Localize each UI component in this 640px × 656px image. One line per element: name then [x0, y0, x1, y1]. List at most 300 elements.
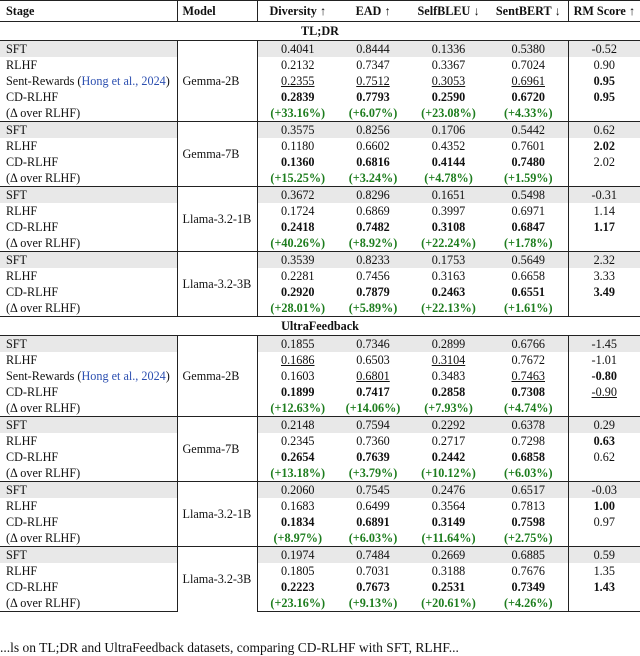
stage-label: CD-RLHF	[6, 450, 59, 464]
value-cell	[568, 41, 640, 58]
stage-label: (Δ over RLHF)	[6, 301, 81, 315]
value-cell	[408, 400, 489, 417]
value-cell	[408, 547, 489, 564]
metric-value: (+6.03%)	[348, 531, 398, 545]
value-cell	[408, 170, 489, 187]
stage-label: SFT	[6, 188, 28, 202]
value-cell	[257, 235, 338, 252]
table-row	[0, 154, 640, 170]
table-row	[0, 203, 640, 219]
value-cell	[568, 595, 640, 612]
value-cell	[568, 235, 640, 252]
metric-value: 0.2463	[431, 285, 466, 299]
metric-value: 0.7793	[356, 90, 390, 104]
value-cell	[568, 336, 640, 353]
stage-label: SFT	[6, 42, 28, 56]
value-cell	[257, 284, 338, 300]
value-cell	[489, 449, 568, 465]
metric-value: 0.3575	[280, 123, 315, 137]
header-diversity: Diversity ↑	[257, 1, 338, 22]
metric-value: 0.2132	[280, 58, 315, 72]
value-cell	[568, 284, 640, 300]
value-cell	[489, 57, 568, 73]
metric-value: 0.6766	[511, 337, 545, 351]
model-cell: Gemma-7B	[177, 122, 257, 187]
section-header-row	[0, 317, 640, 336]
value-cell	[338, 268, 408, 284]
metric-value: 0.4041	[280, 42, 315, 56]
stage-cell	[0, 203, 177, 219]
metric-value: 0.29	[593, 418, 615, 432]
value-cell	[568, 417, 640, 434]
value-cell	[408, 154, 489, 170]
metric-value: 0.2476	[431, 483, 466, 497]
value-cell	[257, 187, 338, 204]
value-cell	[338, 41, 408, 58]
value-cell	[489, 138, 568, 154]
metric-value: 0.7594	[356, 418, 390, 432]
value-cell	[338, 417, 408, 434]
metric-value: 3.49	[593, 285, 615, 299]
metric-value: 0.1805	[280, 564, 315, 578]
value-cell	[408, 73, 489, 89]
metric-value: (+1.59%)	[503, 171, 553, 185]
value-cell	[257, 219, 338, 235]
metric-value: 1.14	[593, 204, 615, 218]
table-row	[0, 252, 640, 269]
metric-value: 0.1180	[281, 139, 315, 153]
metric-value: 0.6602	[356, 139, 390, 153]
table-row	[0, 400, 640, 417]
metric-value: 0.3672	[280, 188, 315, 202]
table-row	[0, 138, 640, 154]
metric-value: 0.6891	[356, 515, 390, 529]
value-cell	[257, 122, 338, 139]
stage-cell	[0, 514, 177, 530]
value-cell	[568, 514, 640, 530]
table-row	[0, 284, 640, 300]
value-cell	[568, 449, 640, 465]
value-cell	[489, 154, 568, 170]
value-cell	[338, 433, 408, 449]
metric-value: 0.6503	[356, 353, 390, 367]
metric-value: 0.6971	[511, 204, 545, 218]
table-row	[0, 433, 640, 449]
value-cell	[489, 595, 568, 612]
value-cell	[568, 252, 640, 269]
stage-label: RLHF	[6, 353, 38, 367]
value-cell	[408, 203, 489, 219]
metric-value: 2.02	[593, 155, 615, 169]
metric-value: (+22.13%)	[421, 301, 476, 315]
citation-link[interactable]: Hong et al., 2024	[81, 369, 166, 383]
value-cell	[257, 579, 338, 595]
metric-value: (+4.74%)	[503, 401, 553, 415]
table-body	[0, 22, 640, 612]
metric-value: (+23.08%)	[421, 106, 476, 120]
metric-value: 0.90	[593, 58, 615, 72]
value-cell	[338, 595, 408, 612]
stage-label: RLHF	[6, 269, 38, 283]
metric-value: 0.2281	[280, 269, 315, 283]
value-cell	[257, 73, 338, 89]
value-cell	[408, 595, 489, 612]
value-cell	[489, 41, 568, 58]
metric-value: 0.6847	[511, 220, 545, 234]
stage-cell	[0, 57, 177, 73]
stage-cell	[0, 284, 177, 300]
metric-value: -1.45	[591, 337, 617, 351]
value-cell	[489, 482, 568, 499]
metric-value: 0.1899	[280, 385, 315, 399]
value-cell	[338, 368, 408, 384]
metric-value: 0.2060	[280, 483, 315, 497]
header-rm-score: RM Score ↑	[568, 1, 640, 22]
citation-link[interactable]: Hong et al., 2024	[81, 74, 166, 88]
metric-value: 0.8296	[356, 188, 390, 202]
value-cell	[568, 219, 640, 235]
metric-value: 0.1706	[431, 123, 466, 137]
metric-value: 0.3564	[431, 499, 466, 513]
value-cell	[257, 300, 338, 317]
value-cell	[408, 514, 489, 530]
value-cell	[257, 547, 338, 564]
value-cell	[338, 73, 408, 89]
section-header-row	[0, 22, 640, 41]
metric-value: 0.7024	[511, 58, 545, 72]
value-cell	[489, 300, 568, 317]
value-cell	[257, 530, 338, 547]
metric-value: (+13.18%)	[270, 466, 326, 480]
value-cell	[408, 122, 489, 139]
table-row	[0, 482, 640, 499]
value-cell	[408, 252, 489, 269]
metric-value: 0.59	[593, 548, 615, 562]
stage-label-end: )	[165, 369, 170, 383]
value-cell	[257, 57, 338, 73]
stage-label: RLHF	[6, 58, 38, 72]
value-cell	[408, 105, 489, 122]
metric-value: 0.3053	[431, 74, 466, 88]
table-row	[0, 547, 640, 564]
metric-value: 0.3539	[280, 253, 315, 267]
stage-label-end: )	[165, 74, 170, 88]
metric-value: 0.7676	[511, 564, 545, 578]
stage-cell	[0, 352, 177, 368]
value-cell	[257, 203, 338, 219]
value-cell	[568, 579, 640, 595]
value-cell	[338, 530, 408, 547]
value-cell	[338, 400, 408, 417]
metric-value: (+4.78%)	[424, 171, 473, 185]
stage-label: SFT	[6, 253, 28, 267]
metric-value: (+11.64%)	[421, 531, 476, 545]
metric-value: 0.62	[593, 450, 615, 464]
header-ead: EAD ↑	[355, 4, 391, 18]
header-sentbert: SentBERT ↓	[495, 4, 561, 18]
value-cell	[408, 384, 489, 400]
value-cell	[568, 154, 640, 170]
metric-value: (+6.07%)	[348, 106, 398, 120]
stage-cell	[0, 498, 177, 514]
value-cell	[489, 187, 568, 204]
metric-value: 0.7545	[356, 483, 390, 497]
metric-value: 0.5649	[511, 253, 545, 267]
metric-value: (+3.24%)	[348, 171, 398, 185]
stage-cell	[0, 384, 177, 400]
stage-label: Sent-Rewards (	[6, 74, 82, 88]
model-cell: Llama-3.2-3B	[177, 547, 257, 612]
metric-value: 0.3163	[431, 269, 466, 283]
stage-cell	[0, 400, 177, 417]
table-row	[0, 235, 640, 252]
stage-label: (Δ over RLHF)	[6, 236, 81, 250]
stage-label: CD-RLHF	[6, 385, 59, 399]
stage-label: CD-RLHF	[6, 220, 59, 234]
value-cell	[408, 268, 489, 284]
metric-value: 0.6869	[356, 204, 390, 218]
metric-value: (+40.26%)	[270, 236, 326, 250]
value-cell	[489, 465, 568, 482]
value-cell	[568, 105, 640, 122]
value-cell	[257, 563, 338, 579]
metric-value: 0.7298	[511, 434, 545, 448]
value-cell	[408, 352, 489, 368]
value-cell	[489, 73, 568, 89]
value-cell	[257, 336, 338, 353]
metric-value: 0.6551	[511, 285, 545, 299]
metric-value: 0.1651	[431, 188, 466, 202]
value-cell	[338, 336, 408, 353]
metric-value: -0.90	[591, 385, 617, 399]
stage-label: RLHF	[6, 434, 38, 448]
value-cell	[489, 400, 568, 417]
table-row	[0, 300, 640, 317]
stage-label: RLHF	[6, 139, 38, 153]
metric-value: 0.7349	[511, 580, 545, 594]
value-cell	[338, 203, 408, 219]
metric-value: 0.7672	[511, 353, 545, 367]
stage-cell	[0, 433, 177, 449]
table-row	[0, 384, 640, 400]
value-cell	[408, 368, 489, 384]
metric-value: 0.6885	[511, 548, 545, 562]
metric-value: (+12.63%)	[270, 401, 326, 415]
value-cell	[257, 368, 338, 384]
stage-label: (Δ over RLHF)	[6, 596, 81, 610]
table-row	[0, 465, 640, 482]
table-row	[0, 530, 640, 547]
metric-value: (+15.25%)	[270, 171, 326, 185]
value-cell	[338, 449, 408, 465]
metric-value: -1.01	[591, 353, 617, 367]
metric-value: 0.2345	[280, 434, 315, 448]
value-cell	[489, 284, 568, 300]
value-cell	[408, 482, 489, 499]
value-cell	[257, 89, 338, 105]
value-cell	[568, 547, 640, 564]
value-cell	[489, 105, 568, 122]
value-cell	[568, 352, 640, 368]
metric-value: 0.2418	[280, 220, 315, 234]
stage-cell	[0, 89, 177, 105]
stage-cell	[0, 219, 177, 235]
metric-value: 0.6858	[511, 450, 545, 464]
metric-value: 0.6658	[511, 269, 545, 283]
metric-value: 0.1360	[280, 155, 315, 169]
value-cell	[338, 252, 408, 269]
table-row	[0, 352, 640, 368]
metric-value: -0.31	[591, 188, 617, 202]
value-cell	[568, 138, 640, 154]
metric-value: 0.5498	[511, 188, 545, 202]
value-cell	[257, 595, 338, 612]
metric-value: 0.3149	[431, 515, 466, 529]
value-cell	[489, 219, 568, 235]
metric-value: 0.7512	[356, 74, 390, 88]
metric-value: 0.7360	[356, 434, 390, 448]
metric-value: (+20.61%)	[421, 596, 476, 610]
stage-label: (Δ over RLHF)	[6, 106, 81, 120]
metric-value: (+14.06%)	[345, 401, 401, 415]
metric-value: 0.2669	[431, 548, 466, 562]
metric-value: 0.7598	[511, 515, 545, 529]
metric-value: 0.2442	[431, 450, 466, 464]
metric-value: (+3.79%)	[348, 466, 398, 480]
metric-value: 0.2590	[431, 90, 466, 104]
value-cell	[568, 482, 640, 499]
value-cell	[568, 400, 640, 417]
stage-cell	[0, 530, 177, 547]
metric-value: 0.7879	[356, 285, 390, 299]
value-cell	[408, 498, 489, 514]
value-cell	[257, 170, 338, 187]
metric-value: -0.80	[591, 369, 617, 383]
value-cell	[408, 138, 489, 154]
value-cell	[257, 252, 338, 269]
stage-cell	[0, 563, 177, 579]
metric-value: (+23.16%)	[270, 596, 326, 610]
metric-value: 0.2531	[431, 580, 466, 594]
value-cell	[568, 300, 640, 317]
value-cell	[568, 73, 640, 89]
metric-value: 0.2899	[431, 337, 466, 351]
stage-label: SFT	[6, 337, 28, 351]
table-row	[0, 498, 640, 514]
value-cell	[408, 41, 489, 58]
metric-value: 0.97	[593, 515, 615, 529]
value-cell	[338, 284, 408, 300]
metric-value: 0.4352	[431, 139, 466, 153]
metric-value: 1.35	[593, 564, 615, 578]
metric-value: 0.7456	[356, 269, 390, 283]
metric-value: (+2.75%)	[503, 531, 553, 545]
value-cell	[568, 563, 640, 579]
table-row	[0, 514, 640, 530]
value-cell	[568, 89, 640, 105]
metric-value: 0.7031	[356, 564, 390, 578]
metric-value: 0.4144	[431, 155, 466, 169]
value-cell	[489, 563, 568, 579]
table-row	[0, 563, 640, 579]
metric-value: 1.43	[593, 580, 615, 594]
stage-label: (Δ over RLHF)	[6, 466, 81, 480]
stage-label: SFT	[6, 483, 28, 497]
table-row	[0, 122, 640, 139]
value-cell	[568, 57, 640, 73]
metric-value: 0.3997	[431, 204, 466, 218]
value-cell	[489, 384, 568, 400]
stage-cell	[0, 547, 177, 564]
model-cell: Gemma-7B	[177, 417, 257, 482]
metric-value: 0.3367	[431, 58, 466, 72]
header-stage: Stage	[6, 4, 35, 18]
value-cell	[489, 433, 568, 449]
metric-value: 2.02	[593, 139, 615, 153]
value-cell	[408, 284, 489, 300]
value-cell	[408, 579, 489, 595]
value-cell	[257, 352, 338, 368]
value-cell	[257, 498, 338, 514]
metric-value: 0.1683	[280, 499, 315, 513]
value-cell	[489, 352, 568, 368]
metric-value: 0.7308	[511, 385, 545, 399]
metric-value: 0.6378	[511, 418, 545, 432]
metric-value: 0.7482	[356, 220, 390, 234]
metric-value: 0.1855	[280, 337, 315, 351]
value-cell	[338, 300, 408, 317]
value-cell	[257, 105, 338, 122]
value-cell	[408, 563, 489, 579]
value-cell	[489, 498, 568, 514]
stage-label: RLHF	[6, 564, 38, 578]
table-row	[0, 73, 640, 89]
value-cell	[489, 530, 568, 547]
value-cell	[408, 417, 489, 434]
metric-value: 0.2654	[280, 450, 315, 464]
value-cell	[257, 41, 338, 58]
metric-value: (+5.89%)	[348, 301, 398, 315]
value-cell	[489, 170, 568, 187]
value-cell	[408, 336, 489, 353]
value-cell	[489, 514, 568, 530]
metric-value: 0.5442	[511, 123, 545, 137]
value-cell	[408, 433, 489, 449]
stage-label: (Δ over RLHF)	[6, 401, 81, 415]
value-cell	[257, 400, 338, 417]
metric-value: 0.2717	[431, 434, 466, 448]
stage-cell	[0, 122, 177, 139]
table-row	[0, 219, 640, 235]
value-cell	[338, 352, 408, 368]
value-cell	[489, 579, 568, 595]
metric-value: (+10.12%)	[421, 466, 476, 480]
metric-value: 0.7346	[356, 337, 390, 351]
value-cell	[338, 89, 408, 105]
metric-value: 0.2292	[431, 418, 466, 432]
metric-value: 0.1336	[431, 42, 466, 56]
stage-label: (Δ over RLHF)	[6, 531, 81, 545]
stage-label: Sent-Rewards (	[6, 369, 82, 383]
metric-value: 0.3104	[431, 353, 466, 367]
value-cell	[568, 268, 640, 284]
metric-value: 0.2920	[280, 285, 315, 299]
stage-label: CD-RLHF	[6, 90, 59, 104]
metric-value: 0.7480	[511, 155, 545, 169]
metric-value: 0.6801	[356, 369, 390, 383]
stage-cell	[0, 300, 177, 317]
table-row	[0, 579, 640, 595]
